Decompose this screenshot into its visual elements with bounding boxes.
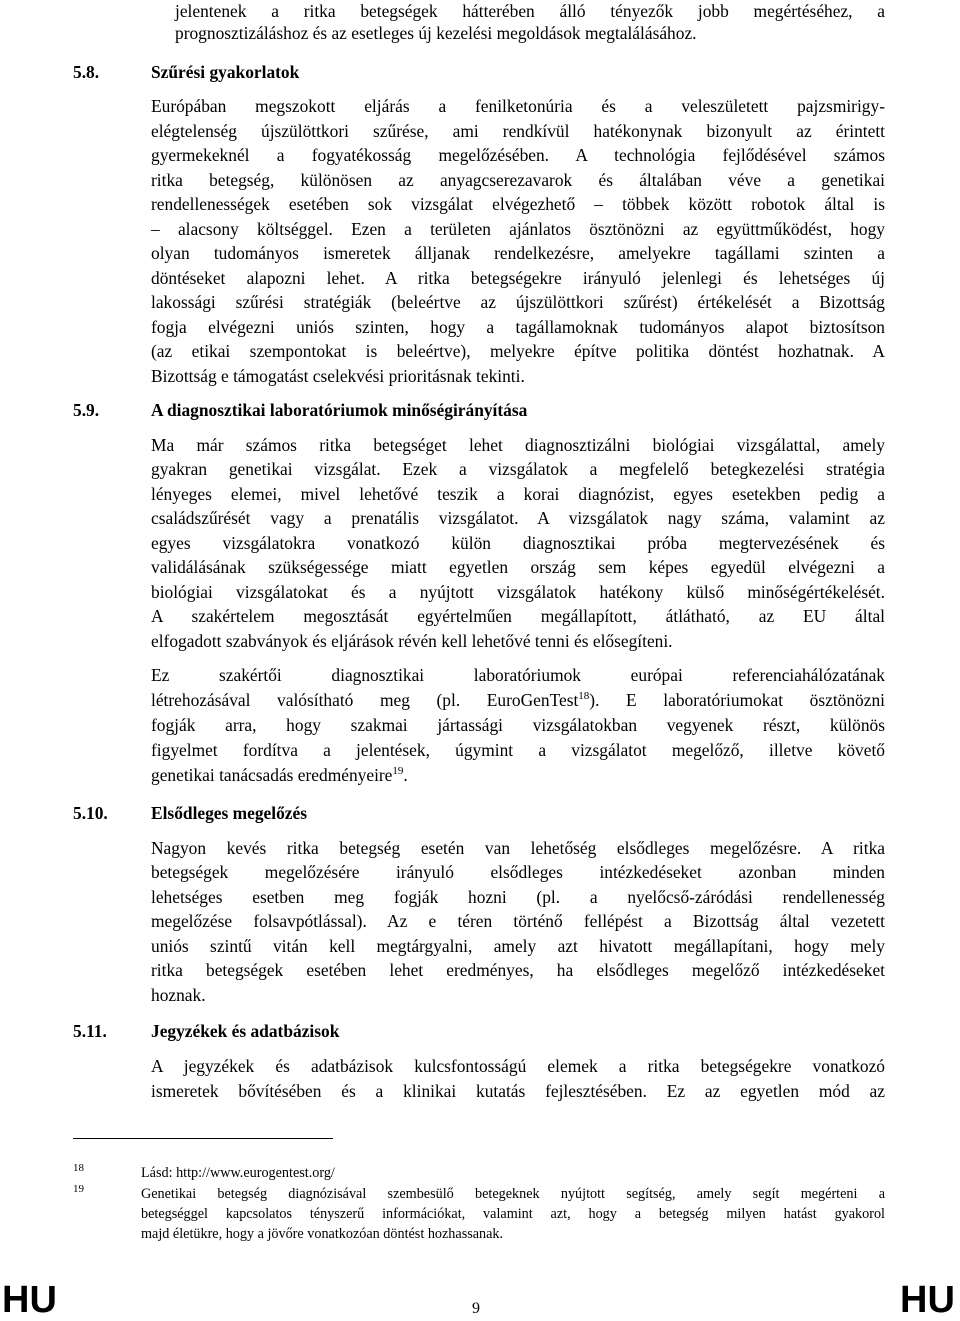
body-text-line: lakossági szűrési stratégiák (beleértve az újszülöttkori szűrést) értékelését a Bizottság bbox=[151, 292, 885, 312]
body-text-line: fogják arra, hogy szakmai jártassági vizsgálatokban vegyenek részt, különös bbox=[151, 715, 885, 735]
body-text-line: döntéseket alapozni lehet. A ritka betegségekre irányuló jelenlegi és lehetséges új bbox=[151, 268, 885, 288]
body-text-line: Ez szakértői diagnosztikai laboratóriumok európai referenciahálózatának bbox=[151, 665, 885, 685]
body-text-line: rendellenességek esetében sok vizsgálat elvégezhető – többek között robotok által is bbox=[151, 194, 885, 214]
body-text-line bbox=[151, 764, 408, 786]
body-text-line: lényeges elemei, mivel lehetővé teszik a korai diagnózist, egyes esetekben pedig a bbox=[151, 484, 885, 504]
body-text-line: Nagyon kevés ritka betegség esetén van lehetőség elsődleges megelőzésre. A ritka bbox=[151, 838, 885, 858]
body-text-line: gyakran genetikai vizsgálat. Ezek a vizsgálatok a megfelelő betegkezelési stratégia bbox=[151, 459, 885, 479]
body-text-line: validálásának szükségessége miatt egyetlen ország sem képes egyedül elvégezni a bbox=[151, 557, 885, 577]
body-text-line: biológiai vizsgálatokat és a nyújtott vizsgálatok hatékony külső minőségértékelését. bbox=[151, 582, 885, 602]
body-text-line: Bizottság e támogatást cselekvési prioritásnak tekinti. bbox=[151, 366, 525, 386]
body-text-line: lehetséges esetben meg fogják hozni (pl. a nyelőcső-záródási rendellenesség bbox=[151, 887, 885, 907]
body-text-line: ritka betegségek esetében lehet eredményes, ha elsődleges megelőző intézkedéseket bbox=[151, 960, 885, 980]
section-heading: Szűrési gyakorlatok bbox=[151, 62, 300, 82]
section-heading: Elsődleges megelőzés bbox=[151, 803, 307, 823]
footnote-text: Genetikai betegség diagnózisával szembesülő betegeknek nyújtott segítség, amely segít megérteni a bbox=[141, 1186, 885, 1202]
section-heading: A diagnosztikai laboratóriumok minőségirányítása bbox=[151, 400, 528, 420]
body-text-line: jelentenek a ritka betegségek hátterében álló tényezők jobb megértéséhez, a bbox=[175, 1, 885, 21]
body-text-line: Ma már számos ritka betegséget lehet diagnosztizálni biológiai vizsgálattal, amely bbox=[151, 435, 885, 455]
section-number: 5.9. bbox=[73, 400, 100, 420]
body-text-line: megelőzése folsavpótlással). Az e téren történő fellépést a Bizottság által vezetett bbox=[151, 911, 885, 931]
footnote-separator bbox=[73, 1138, 333, 1139]
body-text-line: ismeretek bővítésében és a klinikai kutatás fejlesztésében. Ez az egyetlen mód az bbox=[151, 1081, 885, 1101]
footer-language-left: HU bbox=[2, 1279, 57, 1321]
body-text-line: fogja elvégezni uniós szinten, hogy a tagállamoknak tudományos alapot biztosítson bbox=[151, 317, 885, 337]
text-run: . bbox=[403, 765, 408, 785]
page-number: 9 bbox=[472, 1300, 480, 1317]
body-text-line: hoznak. bbox=[151, 985, 206, 1005]
section-number: 5.8. bbox=[73, 62, 100, 82]
body-text-line: olyan tudományos ismeretek álljanak rendelkezésre, amelyekre tagállami szinten a bbox=[151, 243, 885, 263]
section-number: 5.11. bbox=[73, 1021, 107, 1041]
body-text-line: prognosztizáláshoz és az esetleges új kezelési megoldások megtalálásához. bbox=[175, 23, 697, 43]
footnote-text: Lásd: http://www.eurogentest.org/ bbox=[141, 1165, 335, 1181]
text-run: ). E laboratóriumokat ösztönözni bbox=[589, 690, 885, 710]
body-text-line: – alacsony költséggel. Ezen a területen ajánlatos ösztönözni az együttműködést, hogy bbox=[151, 219, 885, 239]
body-text-line: Európában megszokott eljárás a fenilketonúria és a veleszületett pajzsmirigy- bbox=[151, 96, 885, 116]
text-run: létrehozásával valósítható meg (pl. EuroGenTest bbox=[151, 690, 579, 710]
body-text-line: A jegyzékek és adatbázisok kulcsfontosságú elemek a ritka betegségekre vonatkozó bbox=[151, 1056, 885, 1076]
body-text-line: gyermekeknél a fogyatékosság megelőzésében. A technológia fejlődésével számos bbox=[151, 145, 885, 165]
footnote-number: 18 bbox=[73, 1162, 84, 1174]
body-text-line: figyelmet fordítva a jelentések, úgymint a vizsgálatot megelőző, illetve követő bbox=[151, 740, 885, 760]
body-text-line: elégtelenség újszülöttkori szűrése, ami rendkívül hatékonynak bizonyult az érintett bbox=[151, 121, 885, 141]
footnote-text: betegséggel kapcsolatos tényszerű információkat, valamint azt, hogy a betegség milyen hatást gyakorol bbox=[141, 1206, 885, 1222]
footnote-ref: 18 bbox=[578, 690, 590, 702]
body-text-line: betegségek megelőzésére irányuló elsődleges intézkedéseket azonban minden bbox=[151, 862, 885, 882]
footnote-ref: 19 bbox=[392, 765, 404, 777]
body-text-line: uniós szintű vitán kell megtárgyalni, amely azt hivatott megállapítani, hogy mely bbox=[151, 936, 885, 956]
body-text-line: A szakértelem megosztását egyértelműen megállapított, átlátható, az EU által bbox=[151, 606, 885, 626]
body-text-line: (az etikai szempontokat is beleértve), melyekre építve politika döntést hozhatnak. A bbox=[151, 341, 885, 361]
footnote-text: majd életükre, hogy a jövőre vonatkozóan döntést hozhassanak. bbox=[141, 1226, 504, 1242]
body-text-line: családszűrését vagy a prenatális vizsgálatot. A vizsgálatok nagy száma, valamint az bbox=[151, 508, 885, 528]
body-text-line: elfogadott szabványok és eljárások révén kell lehetővé tenni és elősegíteni. bbox=[151, 631, 673, 651]
body-text-line bbox=[151, 689, 885, 711]
text-run: genetikai tanácsadás eredményeire bbox=[151, 765, 393, 785]
footnote-number: 19 bbox=[73, 1183, 84, 1195]
section-number: 5.10. bbox=[73, 803, 108, 823]
body-text-line: egyes vizsgálatokra vonatkozó külön diagnosztikai próba megtervezésének és bbox=[151, 533, 885, 553]
footer-language-right: HU bbox=[900, 1279, 955, 1321]
section-heading: Jegyzékek és adatbázisok bbox=[151, 1021, 340, 1041]
body-text-line: ritka betegség, különösen az anyagcserezavarok és általában véve a genetikai bbox=[151, 170, 885, 190]
